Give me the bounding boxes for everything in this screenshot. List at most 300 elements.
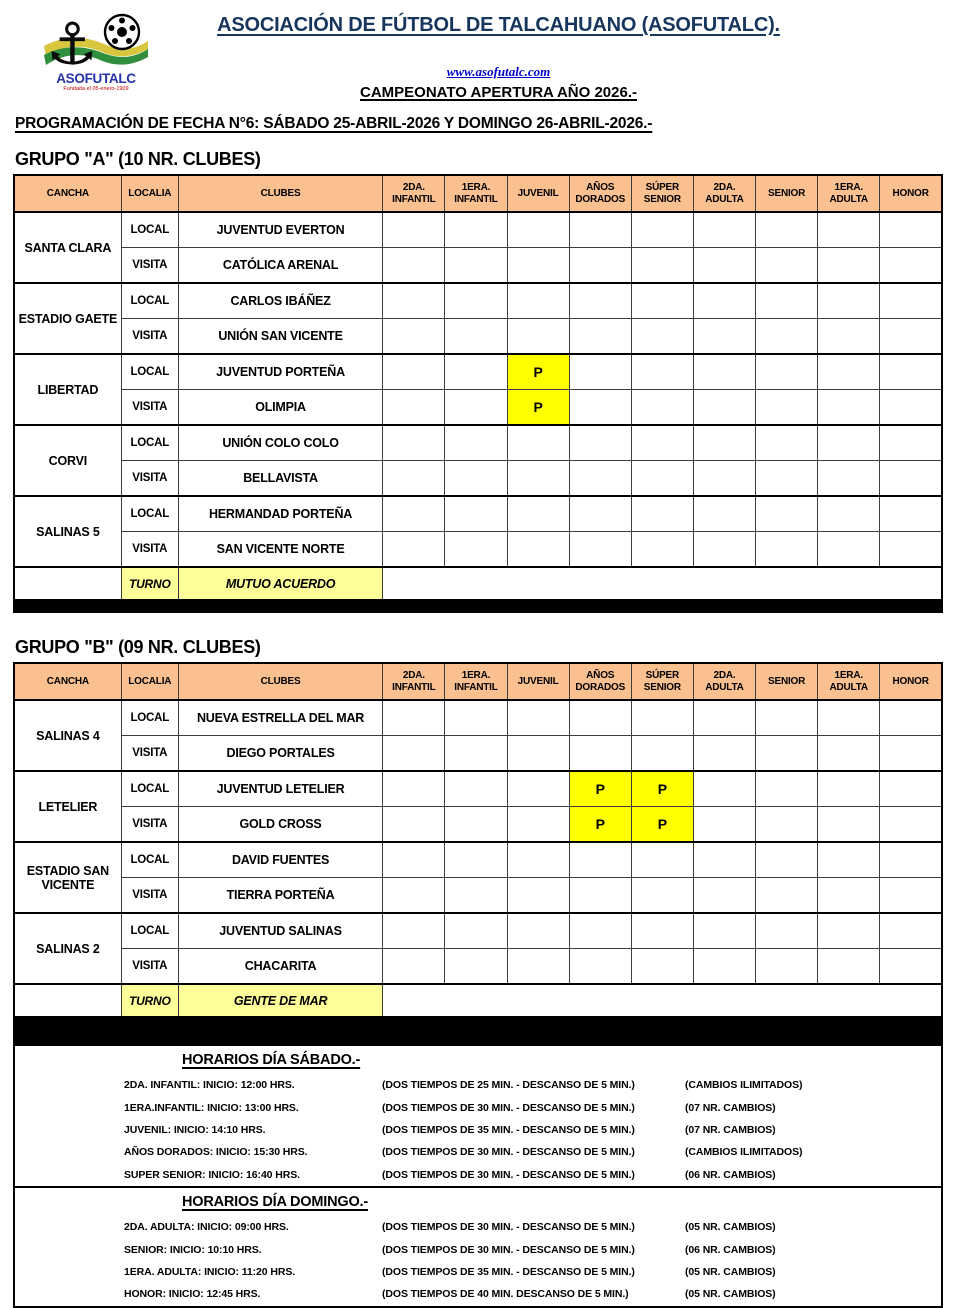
category-cell xyxy=(445,736,507,772)
category-cell xyxy=(756,461,818,497)
category-cell xyxy=(818,283,880,319)
mark-cell: P xyxy=(569,807,631,843)
locality-cell: VISITA xyxy=(121,319,178,355)
category-cell xyxy=(445,212,507,248)
category-cell xyxy=(445,878,507,914)
category-cell xyxy=(507,532,569,568)
category-cell xyxy=(880,425,942,461)
category-cell xyxy=(631,949,693,985)
schedule-category: JUVENIL: INICIO: 14:10 HRS. xyxy=(124,1123,266,1136)
category-cell xyxy=(756,283,818,319)
turno-row xyxy=(14,984,942,1017)
category-cell xyxy=(507,212,569,248)
category-cell xyxy=(507,496,569,532)
column-header: JUVENIL xyxy=(507,663,569,700)
schedule-substitutions: (CAMBIOS ILIMITADOS) xyxy=(685,1146,803,1159)
mark-cell: P xyxy=(507,390,569,426)
schedule-category: 1ERA. ADULTA: INICIO: 11:20 HRS. xyxy=(124,1265,296,1278)
mark-cell: P xyxy=(569,771,631,807)
schedule-substitutions: (05 NR. CAMBIOS) xyxy=(685,1221,776,1234)
club-cell: CARLOS IBÁÑEZ xyxy=(178,283,382,319)
category-cell xyxy=(693,736,755,772)
category-cell xyxy=(569,354,631,390)
category-cell xyxy=(756,949,818,985)
category-cell xyxy=(507,771,569,807)
category-cell xyxy=(818,248,880,284)
turno-label-cell: TURNO xyxy=(121,567,178,600)
category-cell xyxy=(880,842,942,878)
schedule-duration: (DOS TIEMPOS DE 30 MIN. - DESCANSO DE 5 MIN.) xyxy=(382,1168,635,1181)
category-cell xyxy=(569,496,631,532)
category-cell xyxy=(631,842,693,878)
category-cell xyxy=(569,461,631,497)
category-cell xyxy=(507,736,569,772)
category-cell xyxy=(693,390,755,426)
category-cell xyxy=(818,212,880,248)
column-header: CLUBES xyxy=(178,663,382,700)
schedule-category: 2DA. ADULTA: INICIO: 09:00 HRS. xyxy=(124,1221,289,1234)
turno-row xyxy=(14,567,942,600)
category-cell xyxy=(818,390,880,426)
column-header: SÚPER SENIOR xyxy=(631,175,693,212)
category-cell xyxy=(880,736,942,772)
fixture-table xyxy=(13,662,943,1018)
schedule-row xyxy=(15,1096,941,1118)
category-cell xyxy=(445,842,507,878)
page-title: ASOCIACIÓN DE FÚTBOL DE TALCAHUANO (ASOFUTALC). xyxy=(217,14,780,36)
empty-cell xyxy=(14,984,121,1017)
table-row xyxy=(14,319,942,355)
category-cell xyxy=(383,390,445,426)
locality-cell: LOCAL xyxy=(121,842,178,878)
category-cell xyxy=(383,425,445,461)
category-cell xyxy=(631,283,693,319)
category-cell xyxy=(445,425,507,461)
schedule-duration: (DOS TIEMPOS DE 30 MIN. - DESCANSO DE 5 MIN.) xyxy=(382,1101,635,1114)
category-cell xyxy=(818,461,880,497)
saturday-schedule-title: HORARIOS DÍA SÁBADO.- xyxy=(182,1052,361,1068)
category-cell xyxy=(569,842,631,878)
column-header: 2DA. ADULTA xyxy=(693,175,755,212)
category-cell xyxy=(383,532,445,568)
schedule-row xyxy=(15,1238,941,1260)
category-cell xyxy=(693,700,755,736)
sunday-schedule-box xyxy=(13,1188,943,1308)
category-cell xyxy=(818,532,880,568)
table-row xyxy=(14,949,942,985)
column-header: 1ERA. INFANTIL xyxy=(445,663,507,700)
column-header: 2DA. ADULTA xyxy=(693,663,755,700)
category-cell xyxy=(693,212,755,248)
category-cell xyxy=(383,461,445,497)
club-cell: GOLD CROSS xyxy=(178,807,382,843)
svg-text:⚓: ⚓ xyxy=(46,10,98,72)
table-row xyxy=(14,807,942,843)
table-row xyxy=(14,878,942,914)
fixture-table xyxy=(13,174,943,601)
category-cell xyxy=(569,878,631,914)
category-cell xyxy=(756,913,818,949)
category-cell xyxy=(631,248,693,284)
fixture-date-line: PROGRAMACIÓN DE FECHA N°6: SÁBADO 25-ABRIL-2026 Y DOMINGO 26-ABRIL-2026.- xyxy=(15,115,653,132)
category-cell xyxy=(383,807,445,843)
column-header: SÚPER SENIOR xyxy=(631,663,693,700)
category-cell xyxy=(569,532,631,568)
schedule-category: SUPER SENIOR: INICIO: 16:40 HRS. xyxy=(124,1168,300,1181)
category-cell xyxy=(631,700,693,736)
schedule-substitutions: (06 NR. CAMBIOS) xyxy=(685,1168,776,1181)
category-cell xyxy=(880,700,942,736)
venue-cell: SALINAS 5 xyxy=(14,496,121,567)
schedule-duration: (DOS TIEMPOS DE 30 MIN. - DESCANSO DE 5 MIN.) xyxy=(382,1243,635,1256)
category-cell xyxy=(880,354,942,390)
category-cell xyxy=(880,212,942,248)
table-row xyxy=(14,283,942,319)
locality-cell: VISITA xyxy=(121,807,178,843)
category-cell xyxy=(569,319,631,355)
schedule-substitutions: (07 NR. CAMBIOS) xyxy=(685,1123,776,1136)
category-cell xyxy=(507,807,569,843)
locality-cell: VISITA xyxy=(121,532,178,568)
empty-cell xyxy=(383,567,942,600)
column-header: JUVENIL xyxy=(507,175,569,212)
category-cell xyxy=(693,771,755,807)
category-cell xyxy=(569,425,631,461)
club-cell: CATÓLICA ARENAL xyxy=(178,248,382,284)
category-cell xyxy=(631,736,693,772)
mark-cell: P xyxy=(631,807,693,843)
table-row xyxy=(14,248,942,284)
club-cell: BELLAVISTA xyxy=(178,461,382,497)
schedule-row xyxy=(15,1141,941,1163)
category-cell xyxy=(756,390,818,426)
saturday-schedule-box xyxy=(13,1044,943,1188)
column-header: AÑOS DORADOS xyxy=(569,663,631,700)
club-cell: JUVENTUD LETELIER xyxy=(178,771,382,807)
club-cell: CHACARITA xyxy=(178,949,382,985)
category-cell xyxy=(693,283,755,319)
separator-bar xyxy=(13,601,943,613)
empty-cell xyxy=(14,567,121,600)
schedule-category: SENIOR: INICIO: 10:10 HRS. xyxy=(124,1243,262,1256)
category-cell xyxy=(445,496,507,532)
category-cell xyxy=(631,425,693,461)
club-cell: DAVID FUENTES xyxy=(178,842,382,878)
locality-cell: LOCAL xyxy=(121,354,178,390)
empty-cell xyxy=(383,984,942,1017)
schedule-duration: (DOS TIEMPOS DE 40 MIN. DESCANSO DE 5 MIN.) xyxy=(382,1288,629,1301)
category-cell xyxy=(756,700,818,736)
category-cell xyxy=(445,390,507,426)
category-cell xyxy=(693,461,755,497)
locality-cell: VISITA xyxy=(121,390,178,426)
category-cell xyxy=(631,913,693,949)
table-row xyxy=(14,913,942,949)
column-header: CLUBES xyxy=(178,175,382,212)
category-cell xyxy=(383,878,445,914)
locality-cell: VISITA xyxy=(121,878,178,914)
category-cell xyxy=(756,496,818,532)
category-cell xyxy=(445,807,507,843)
category-cell xyxy=(756,425,818,461)
table-row xyxy=(14,532,942,568)
category-cell xyxy=(507,842,569,878)
category-cell xyxy=(880,949,942,985)
turno-value-cell: MUTUO ACUERDO xyxy=(178,567,382,600)
category-cell xyxy=(445,248,507,284)
table-row xyxy=(14,496,942,532)
schedule-substitutions: (05 NR. CAMBIOS) xyxy=(685,1265,776,1278)
category-cell xyxy=(631,532,693,568)
category-cell xyxy=(569,283,631,319)
column-header: 1ERA. ADULTA xyxy=(818,663,880,700)
category-cell xyxy=(383,913,445,949)
column-header: HONOR xyxy=(880,663,942,700)
category-cell xyxy=(383,842,445,878)
schedule-substitutions: (07 NR. CAMBIOS) xyxy=(685,1101,776,1114)
category-cell xyxy=(507,319,569,355)
category-cell xyxy=(445,319,507,355)
category-cell xyxy=(756,212,818,248)
club-cell: OLIMPIA xyxy=(178,390,382,426)
schedule-category: AÑOS DORADOS: INICIO: 15:30 HRS. xyxy=(124,1146,308,1159)
table-row xyxy=(14,842,942,878)
locality-cell: LOCAL xyxy=(121,700,178,736)
category-cell xyxy=(445,461,507,497)
locality-cell: VISITA xyxy=(121,736,178,772)
club-cell: HERMANDAD PORTEÑA xyxy=(178,496,382,532)
category-cell xyxy=(507,700,569,736)
category-cell xyxy=(445,700,507,736)
table-row xyxy=(14,425,942,461)
column-header: HONOR xyxy=(880,175,942,212)
category-cell xyxy=(631,390,693,426)
locality-cell: VISITA xyxy=(121,461,178,497)
venue-cell: ESTADIO SAN VICENTE xyxy=(14,842,121,913)
category-cell xyxy=(631,878,693,914)
schedule-category: 2DA. INFANTIL: INICIO: 12:00 HRS. xyxy=(124,1079,295,1092)
table-row xyxy=(14,390,942,426)
category-cell xyxy=(693,807,755,843)
venue-cell: LIBERTAD xyxy=(14,354,121,425)
category-cell xyxy=(880,878,942,914)
category-cell xyxy=(818,807,880,843)
category-cell xyxy=(756,736,818,772)
locality-cell: LOCAL xyxy=(121,771,178,807)
group-title: GRUPO "A" (10 NR. CLUBES) xyxy=(15,149,261,169)
club-cell: DIEGO PORTALES xyxy=(178,736,382,772)
column-header: SENIOR xyxy=(756,663,818,700)
category-cell xyxy=(445,283,507,319)
category-cell xyxy=(631,354,693,390)
category-cell xyxy=(383,700,445,736)
schedule-row xyxy=(15,1216,941,1238)
column-header: 2DA. INFANTIL xyxy=(383,175,445,212)
category-cell xyxy=(693,496,755,532)
category-cell xyxy=(756,807,818,843)
category-cell xyxy=(631,319,693,355)
category-cell xyxy=(383,248,445,284)
category-cell xyxy=(383,283,445,319)
locality-cell: LOCAL xyxy=(121,212,178,248)
category-cell xyxy=(880,771,942,807)
column-header: AÑOS DORADOS xyxy=(569,175,631,212)
category-cell xyxy=(693,532,755,568)
category-cell xyxy=(880,532,942,568)
category-cell xyxy=(756,354,818,390)
category-cell xyxy=(756,878,818,914)
schedule-row xyxy=(15,1074,941,1096)
category-cell xyxy=(383,354,445,390)
schedule-category: HONOR: INICIO: 12:45 HRS. xyxy=(124,1288,261,1301)
category-cell xyxy=(569,949,631,985)
website-link[interactable]: www.asofutalc.com xyxy=(446,64,551,79)
category-cell xyxy=(880,913,942,949)
category-cell xyxy=(693,319,755,355)
category-cell xyxy=(693,842,755,878)
category-cell xyxy=(756,771,818,807)
category-cell xyxy=(569,212,631,248)
venue-cell: SANTA CLARA xyxy=(14,212,121,283)
category-cell xyxy=(880,390,942,426)
category-cell xyxy=(631,461,693,497)
category-cell xyxy=(507,461,569,497)
category-cell xyxy=(818,913,880,949)
category-cell xyxy=(569,736,631,772)
category-cell xyxy=(818,700,880,736)
category-cell xyxy=(880,283,942,319)
club-cell: UNIÓN COLO COLO xyxy=(178,425,382,461)
venue-cell: SALINAS 4 xyxy=(14,700,121,771)
locality-cell: LOCAL xyxy=(121,425,178,461)
schedule-substitutions: (05 NR. CAMBIOS) xyxy=(685,1288,776,1301)
mark-cell: P xyxy=(631,771,693,807)
category-cell xyxy=(507,913,569,949)
column-header: 1ERA. ADULTA xyxy=(818,175,880,212)
category-cell xyxy=(756,319,818,355)
category-cell xyxy=(693,949,755,985)
category-cell xyxy=(507,949,569,985)
turno-value-cell: GENTE DE MAR xyxy=(178,984,382,1017)
category-cell xyxy=(880,248,942,284)
category-cell xyxy=(880,496,942,532)
turno-label-cell: TURNO xyxy=(121,984,178,1017)
category-cell xyxy=(507,878,569,914)
column-header: CANCHA xyxy=(14,175,121,212)
schedule-substitutions: (06 NR. CAMBIOS) xyxy=(685,1243,776,1256)
club-cell: SAN VICENTE NORTE xyxy=(178,532,382,568)
group-b-section xyxy=(13,637,954,1044)
schedule-substitutions: (CAMBIOS ILIMITADOS) xyxy=(685,1079,803,1092)
document-header xyxy=(13,6,954,101)
schedule-duration: (DOS TIEMPOS DE 35 MIN. - DESCANSO DE 5 MIN.) xyxy=(382,1265,635,1278)
club-cell: UNIÓN SAN VICENTE xyxy=(178,319,382,355)
category-cell xyxy=(880,807,942,843)
category-cell xyxy=(818,949,880,985)
table-row xyxy=(14,700,942,736)
sunday-schedule-title: HORARIOS DÍA DOMINGO.- xyxy=(182,1193,368,1210)
club-cell: TIERRA PORTEÑA xyxy=(178,878,382,914)
locality-cell: LOCAL xyxy=(121,913,178,949)
column-header: CANCHA xyxy=(14,663,121,700)
category-cell xyxy=(383,496,445,532)
category-cell xyxy=(445,771,507,807)
category-cell xyxy=(445,532,507,568)
category-cell xyxy=(569,248,631,284)
club-cell: JUVENTUD SALINAS xyxy=(178,913,382,949)
locality-cell: VISITA xyxy=(121,248,178,284)
category-cell xyxy=(756,842,818,878)
group-title: GRUPO "B" (09 NR. CLUBES) xyxy=(15,637,261,657)
category-cell xyxy=(756,532,818,568)
schedule-row xyxy=(15,1164,941,1186)
group-a-section xyxy=(13,149,954,613)
category-cell xyxy=(880,461,942,497)
schedule-duration: (DOS TIEMPOS DE 35 MIN. - DESCANSO DE 5 MIN.) xyxy=(382,1123,635,1136)
category-cell xyxy=(818,496,880,532)
category-cell xyxy=(383,736,445,772)
venue-cell: LETELIER xyxy=(14,771,121,842)
schedule-row xyxy=(15,1119,941,1141)
column-header: 2DA. INFANTIL xyxy=(383,663,445,700)
schedule-row xyxy=(15,1283,941,1305)
schedule-duration: (DOS TIEMPOS DE 30 MIN. - DESCANSO DE 5 MIN.) xyxy=(382,1221,635,1234)
table-row xyxy=(14,354,942,390)
column-header: LOCALIA xyxy=(121,663,178,700)
category-cell xyxy=(818,771,880,807)
category-cell xyxy=(383,949,445,985)
category-cell xyxy=(569,390,631,426)
mark-cell: P xyxy=(507,354,569,390)
club-cell: NUEVA ESTRELLA DEL MAR xyxy=(178,700,382,736)
category-cell xyxy=(880,319,942,355)
category-cell xyxy=(507,425,569,461)
category-cell xyxy=(507,248,569,284)
locality-cell: VISITA xyxy=(121,949,178,985)
category-cell xyxy=(693,913,755,949)
column-header: SENIOR xyxy=(756,175,818,212)
category-cell xyxy=(818,425,880,461)
category-cell xyxy=(693,425,755,461)
venue-cell: ESTADIO GAETE xyxy=(14,283,121,354)
category-cell xyxy=(818,842,880,878)
category-cell xyxy=(818,319,880,355)
table-row xyxy=(14,461,942,497)
category-cell xyxy=(818,736,880,772)
category-cell xyxy=(631,496,693,532)
category-cell xyxy=(631,212,693,248)
schedule-duration: (DOS TIEMPOS DE 25 MIN. - DESCANSO DE 5 MIN.) xyxy=(382,1079,635,1092)
category-cell xyxy=(569,913,631,949)
club-cell: JUVENTUD PORTEÑA xyxy=(178,354,382,390)
category-cell xyxy=(756,248,818,284)
category-cell xyxy=(383,319,445,355)
locality-cell: LOCAL xyxy=(121,496,178,532)
separator-bar xyxy=(13,1018,943,1044)
category-cell xyxy=(818,354,880,390)
venue-cell: CORVI xyxy=(14,425,121,496)
category-cell xyxy=(445,354,507,390)
logo-founded-text: Fundada el 05-enero-1909 xyxy=(63,85,129,92)
category-cell xyxy=(383,212,445,248)
table-row xyxy=(14,736,942,772)
column-header: 1ERA. INFANTIL xyxy=(445,175,507,212)
category-cell xyxy=(507,283,569,319)
category-cell xyxy=(445,949,507,985)
category-cell xyxy=(569,700,631,736)
venue-cell: SALINAS 2 xyxy=(14,913,121,984)
category-cell xyxy=(693,878,755,914)
